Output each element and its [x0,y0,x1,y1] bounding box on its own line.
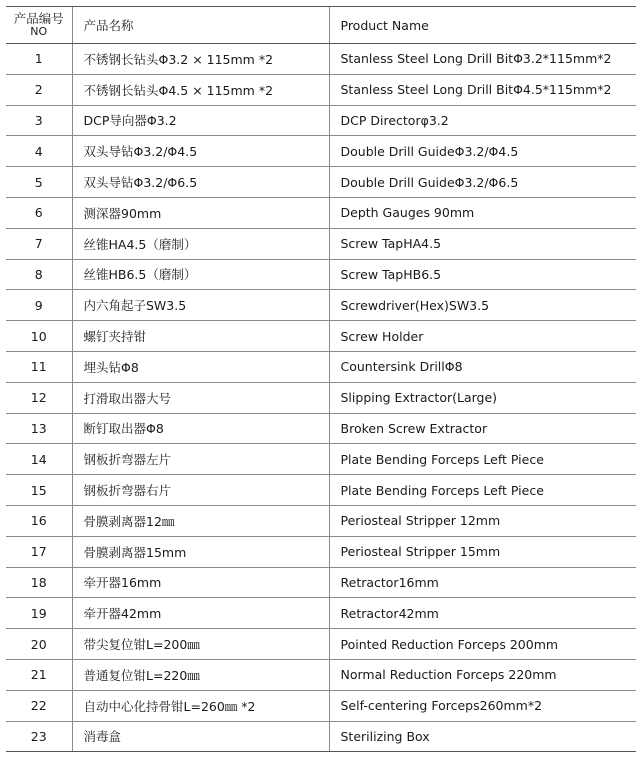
row-number: 3 [6,105,72,136]
product-name-cn: 双头导钻Φ3.2/Φ6.5 [72,167,329,198]
row-number: 14 [6,444,72,475]
product-name-cn: DCP导向器Φ3.2 [72,105,329,136]
table-row [6,598,636,629]
product-name-cn: 不锈钢长钻头Φ4.5 × 115mm *2 [72,74,329,105]
header-no-cn: 产品编号 [13,11,64,26]
product-name-cn: 螺钉夹持钳 [72,321,329,352]
product-name-en: DCP Directorφ3.2 [329,105,636,136]
product-name-en: Retractor16mm [329,567,636,598]
table-row [6,413,636,444]
table-row [6,382,636,413]
table-row [6,505,636,536]
product-name-en: Retractor42mm [329,598,636,629]
product-name-en: Screw Holder [329,321,636,352]
table-row [6,536,636,567]
product-name-cn: 牵开器16mm [72,567,329,598]
row-number: 11 [6,351,72,382]
product-name-cn: 不锈钢长钻头Φ3.2 × 115mm *2 [72,44,329,75]
product-table-container [6,6,636,752]
product-name-cn: 双头导钻Φ3.2/Φ4.5 [72,136,329,167]
product-name-en: Slipping Extractor(Large) [329,382,636,413]
row-number: 21 [6,659,72,690]
product-name-en: Stanless Steel Long Drill BitΦ3.2*115mm*2 [329,44,636,75]
row-number: 22 [6,690,72,721]
row-number: 5 [6,167,72,198]
table-row [6,444,636,475]
table-row [6,321,636,352]
table-header [6,7,636,44]
product-name-en: Pointed Reduction Forceps 200mm [329,629,636,660]
product-name-cn: 打滑取出器大号 [72,382,329,413]
product-name-en: Screw TapHA4.5 [329,228,636,259]
product-name-cn: 牵开器42mm [72,598,329,629]
product-name-en: Sterilizing Box [329,721,636,752]
row-number: 2 [6,74,72,105]
row-number: 23 [6,721,72,752]
product-name-cn: 自动中心化持骨钳L=260㎜ *2 [72,690,329,721]
product-name-en: Screwdriver(Hex)SW3.5 [329,290,636,321]
header-product-name-cn: 产品名称 [72,7,329,44]
product-name-en: Periosteal Stripper 15mm [329,536,636,567]
product-name-cn: 普通复位钳L=220㎜ [72,659,329,690]
row-number: 18 [6,567,72,598]
product-name-en: Double Drill GuideΦ3.2/Φ6.5 [329,167,636,198]
product-name-cn: 丝锥HA4.5（磨制） [72,228,329,259]
product-name-cn: 骨膜剥离器12㎜ [72,505,329,536]
table-row [6,290,636,321]
table-row [6,659,636,690]
product-table [6,6,636,752]
product-name-cn: 钢板折弯器左片 [72,444,329,475]
product-name-cn: 断钉取出器Φ8 [72,413,329,444]
table-row [6,197,636,228]
table-row [6,351,636,382]
product-name-cn: 钢板折弯器右片 [72,475,329,506]
header-no-en: NO [30,25,48,38]
row-number: 4 [6,136,72,167]
product-name-en: Broken Screw Extractor [329,413,636,444]
row-number: 9 [6,290,72,321]
table-body [6,44,636,752]
product-name-en: Plate Bending Forceps Left Piece [329,444,636,475]
table-row [6,74,636,105]
row-number: 13 [6,413,72,444]
header-row [6,7,636,44]
table-row [6,721,636,752]
row-number: 17 [6,536,72,567]
row-number: 10 [6,321,72,352]
product-name-en: Self-centering Forceps260mm*2 [329,690,636,721]
product-name-cn: 测深器90mm [72,197,329,228]
row-number: 15 [6,475,72,506]
product-name-en: Screw TapHB6.5 [329,259,636,290]
product-name-cn: 带尖复位钳L=200㎜ [72,629,329,660]
row-number: 8 [6,259,72,290]
product-name-cn: 内六角起子SW3.5 [72,290,329,321]
table-row [6,136,636,167]
table-row [6,567,636,598]
product-name-cn: 骨膜剥离器15mm [72,536,329,567]
table-row [6,629,636,660]
product-name-cn: 埋头钻Φ8 [72,351,329,382]
product-name-en: Normal Reduction Forceps 220mm [329,659,636,690]
product-name-en: Double Drill GuideΦ3.2/Φ4.5 [329,136,636,167]
table-row [6,44,636,75]
header-product-number [6,7,72,44]
row-number: 6 [6,197,72,228]
table-row [6,167,636,198]
row-number: 7 [6,228,72,259]
product-name-en: Stanless Steel Long Drill BitΦ4.5*115mm*2 [329,74,636,105]
table-row [6,105,636,136]
table-row [6,690,636,721]
table-row [6,228,636,259]
row-number: 1 [6,44,72,75]
product-name-en: Depth Gauges 90mm [329,197,636,228]
row-number: 20 [6,629,72,660]
row-number: 16 [6,505,72,536]
product-name-cn: 丝锥HB6.5（磨制） [72,259,329,290]
row-number: 19 [6,598,72,629]
product-name-en: Plate Bending Forceps Left Piece [329,475,636,506]
product-name-en: Countersink DrillΦ8 [329,351,636,382]
table-row [6,475,636,506]
row-number: 12 [6,382,72,413]
product-name-cn: 消毒盒 [72,721,329,752]
table-row [6,259,636,290]
header-product-name-en: Product Name [329,7,636,44]
product-name-en: Periosteal Stripper 12mm [329,505,636,536]
